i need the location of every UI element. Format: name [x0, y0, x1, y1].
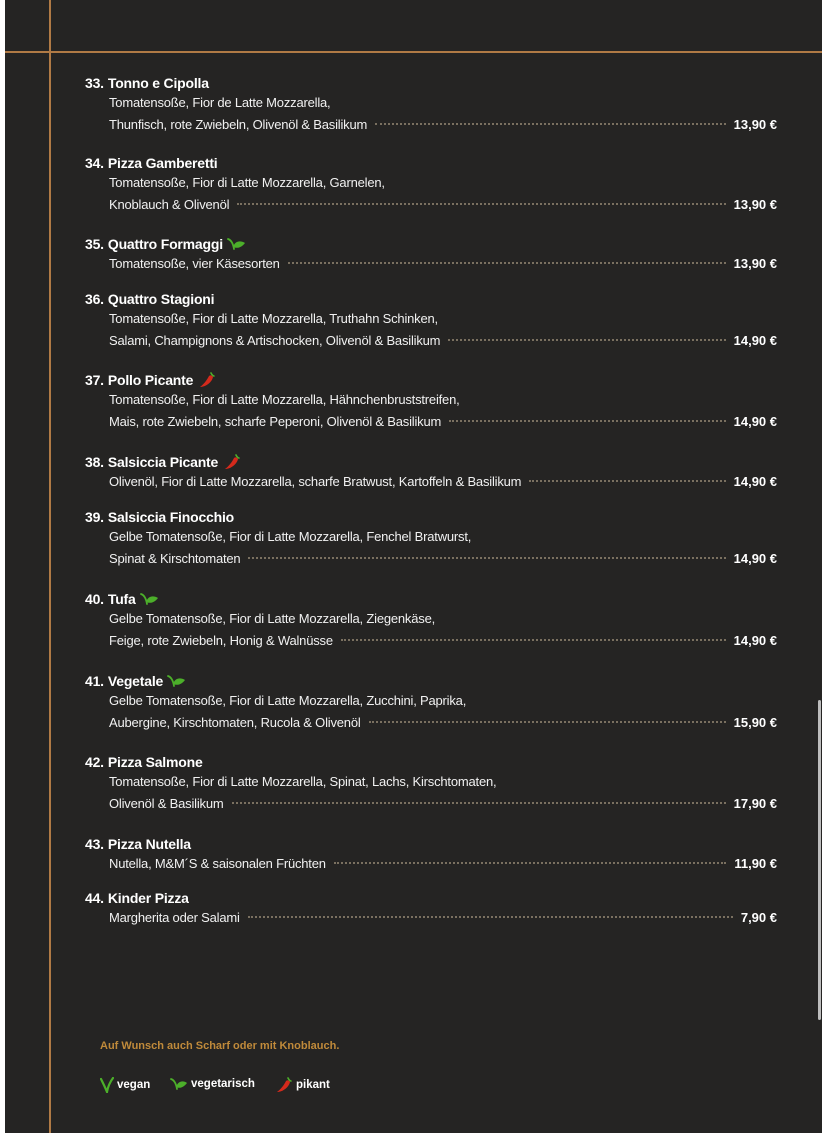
item-name: Tonno e Cipolla — [107, 75, 209, 91]
item-name: Pizza Nutella — [107, 836, 191, 852]
dot-leader — [375, 122, 725, 125]
item-price: 17,90 € — [733, 796, 777, 811]
order-note: Auf Wunsch auch Scharf oder mit Knoblauch. — [100, 1040, 340, 1052]
item-name: Vegetale — [107, 673, 164, 689]
item-title — [85, 836, 191, 852]
item-price-line — [109, 796, 777, 811]
item-description: Spinat & Kirschtomaten — [109, 551, 241, 566]
top-divider — [5, 51, 822, 53]
item-price-line — [109, 197, 777, 212]
item-number: 37. — [85, 372, 104, 389]
item-number: 40. — [85, 591, 104, 607]
item-price: 13,90 € — [733, 256, 777, 271]
item-description: Olivenöl, Fior di Latte Mozzarella, scharfe Bratwust, Kartoffeln & Basilikum — [109, 474, 522, 489]
item-description: Feige, rote Zwiebeln, Honig & Walnüsse — [109, 633, 333, 648]
item-price-line — [109, 256, 777, 271]
legend-spicy-label: pikant — [296, 1079, 330, 1091]
item-number: 34. — [85, 155, 104, 171]
item-title — [85, 236, 247, 254]
item-title — [85, 75, 209, 91]
item-title — [85, 509, 234, 525]
leaf-icon — [170, 1077, 188, 1091]
item-description: Nutella, M&M´S & saisonalen Früchten — [109, 856, 326, 871]
item-price-line — [109, 474, 777, 489]
item-price: 13,90 € — [733, 197, 777, 212]
dot-leader — [248, 556, 725, 559]
item-price-line — [109, 117, 777, 132]
leaf-icon — [140, 592, 160, 609]
item-number: 42. — [85, 754, 104, 770]
vertical-divider — [49, 0, 51, 1133]
item-name: Pizza Gamberetti — [107, 155, 218, 171]
item-name: Quattro Formaggi — [107, 236, 223, 252]
item-title — [85, 591, 160, 609]
dot-leader — [529, 479, 725, 482]
legend-vegetarian — [170, 1077, 255, 1091]
chili-icon — [222, 454, 242, 473]
item-description: Knoblauch & Olivenöl — [109, 197, 230, 212]
item-price-line — [109, 715, 777, 730]
item-name: Tufa — [107, 591, 136, 607]
legend-vegan — [100, 1077, 150, 1093]
dot-leader — [449, 419, 726, 422]
item-price: 14,90 € — [733, 551, 777, 566]
item-name: Pollo Picante — [107, 372, 194, 389]
item-description: Tomatensoße, vier Käsesorten — [109, 256, 280, 271]
scrollbar[interactable] — [818, 700, 821, 1020]
item-title — [85, 754, 203, 770]
item-price: 14,90 € — [733, 633, 777, 648]
item-number: 41. — [85, 673, 104, 689]
item-price-line — [109, 551, 777, 566]
dot-leader — [448, 338, 725, 341]
item-description: Tomatensoße, Fior di Latte Mozzarella, Garnelen, — [109, 175, 385, 190]
item-description: Salami, Champignons & Artischocken, Olivenöl & Basilikum — [109, 333, 441, 348]
menu-page — [5, 0, 822, 1133]
leaf-icon — [167, 674, 187, 691]
item-title — [85, 454, 242, 473]
chili-icon — [275, 1077, 293, 1093]
item-name: Pizza Salmone — [107, 754, 203, 770]
item-number: 36. — [85, 291, 104, 307]
dot-leader — [369, 720, 726, 723]
item-number: 39. — [85, 509, 104, 525]
vegan-icon — [100, 1077, 114, 1093]
item-price-line — [109, 333, 777, 348]
item-description: Aubergine, Kirschtomaten, Rucola & Olivenöl — [109, 715, 361, 730]
item-price: 7,90 € — [740, 910, 777, 925]
legend-vegan-label: vegan — [117, 1079, 151, 1091]
item-number: 38. — [85, 454, 104, 471]
item-name: Quattro Stagioni — [107, 291, 215, 307]
item-price-line — [109, 856, 777, 871]
item-price: 15,90 € — [733, 715, 777, 730]
item-description: Tomatensoße, Fior di Latte Mozzarella, Hähnchenbruststreifen, — [109, 392, 460, 407]
item-name: Kinder Pizza — [107, 890, 189, 906]
leaf-icon — [227, 237, 247, 254]
item-description: Gelbe Tomatensoße, Fior di Latte Mozzarella, Ziegenkäse, — [109, 611, 436, 626]
item-number: 33. — [85, 75, 104, 91]
item-name: Salsiccia Finocchio — [107, 509, 235, 525]
chili-icon — [197, 372, 217, 391]
item-price: 14,90 € — [733, 414, 777, 429]
item-number: 35. — [85, 236, 104, 252]
item-name: Salsiccia Picante — [107, 454, 219, 471]
item-description: Margherita oder Salami — [109, 910, 240, 925]
item-price: 13,90 € — [733, 117, 777, 132]
item-title — [85, 155, 218, 171]
dot-leader — [288, 261, 726, 264]
dot-leader — [341, 638, 726, 641]
dot-leader — [237, 202, 725, 205]
item-description: Tomatensoße, Fior di Latte Mozzarella, Spinat, Lachs, Kirschtomaten, — [109, 774, 497, 789]
legend-vegetarian-label: vegetarisch — [191, 1078, 255, 1090]
item-price-line — [109, 414, 777, 429]
item-description: Tomatensoße, Fior de Latte Mozzarella, — [109, 95, 331, 110]
item-description: Gelbe Tomatensoße, Fior di Latte Mozzarella, Zucchini, Paprika, — [109, 693, 467, 708]
item-title — [85, 372, 217, 391]
item-title — [85, 673, 187, 691]
item-price-line — [109, 633, 777, 648]
item-price: 11,90 € — [734, 856, 777, 871]
item-description: Gelbe Tomatensoße, Fior di Latte Mozzarella, Fenchel Bratwurst, — [109, 529, 472, 544]
item-title — [85, 890, 189, 906]
item-description: Tomatensoße, Fior di Latte Mozzarella, Truthahn Schinken, — [109, 311, 438, 326]
item-price: 14,90 € — [733, 474, 777, 489]
item-number: 44. — [85, 890, 104, 906]
dot-leader — [232, 801, 726, 804]
legend-spicy — [275, 1077, 330, 1093]
item-price-line — [109, 910, 777, 925]
dot-leader — [334, 861, 727, 864]
item-description: Olivenöl & Basilikum — [109, 796, 224, 811]
item-number: 43. — [85, 836, 104, 852]
item-description: Thunfisch, rote Zwiebeln, Olivenöl & Basilikum — [109, 117, 368, 132]
item-title — [85, 291, 214, 307]
dot-leader — [248, 915, 733, 918]
item-description: Mais, rote Zwiebeln, scharfe Peperoni, Olivenöl & Basilikum — [109, 414, 442, 429]
item-price: 14,90 € — [733, 333, 777, 348]
